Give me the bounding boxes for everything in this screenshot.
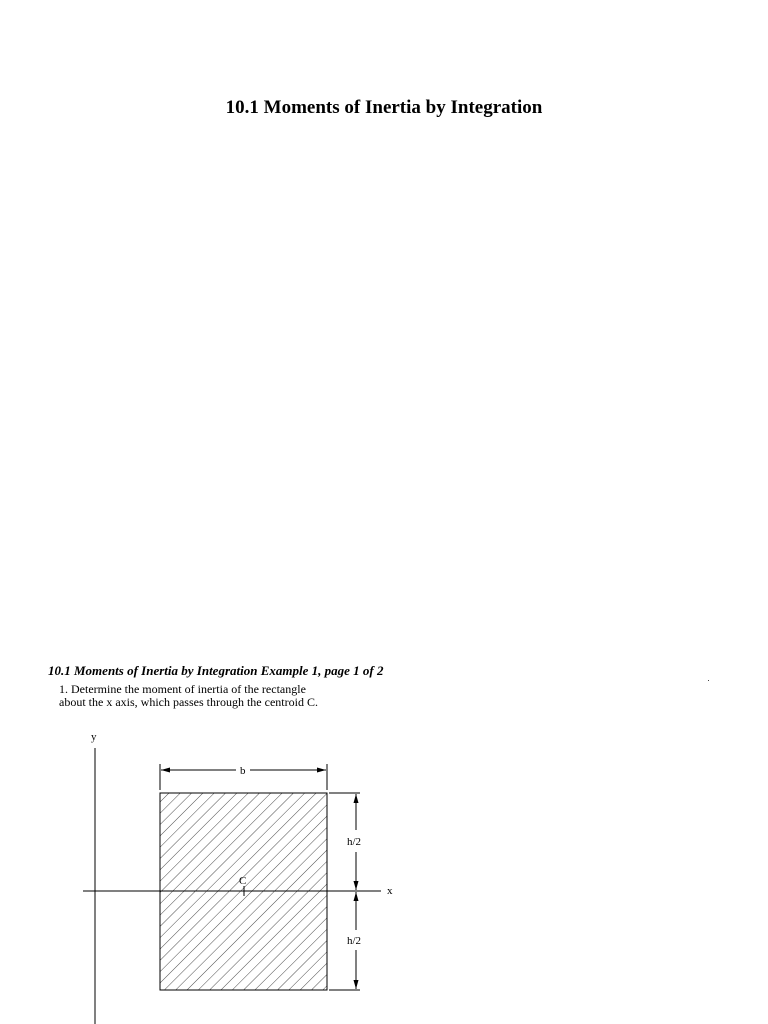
problem-line-1: 1. Determine the moment of inertia of the rectangle (59, 682, 306, 696)
page-title: 10.1 Moments of Inertia by Integration (225, 97, 543, 118)
problem-statement (59, 683, 318, 709)
problem-line-2: about the x axis, which passes through the centroid C. (59, 695, 318, 709)
upper-height-label: h/2 (347, 836, 362, 848)
stray-mark (708, 680, 709, 681)
x-axis-label: x (387, 885, 393, 897)
lower-height-label: h/2 (347, 935, 362, 947)
y-axis-label: y (91, 731, 97, 743)
width-label: b (240, 765, 246, 777)
centroid-label: C (239, 875, 247, 887)
rectangle-figure (0, 720, 420, 1024)
example-heading: 10.1 Moments of Inertia by Integration Example 1, page 1 of 2 (48, 663, 384, 678)
